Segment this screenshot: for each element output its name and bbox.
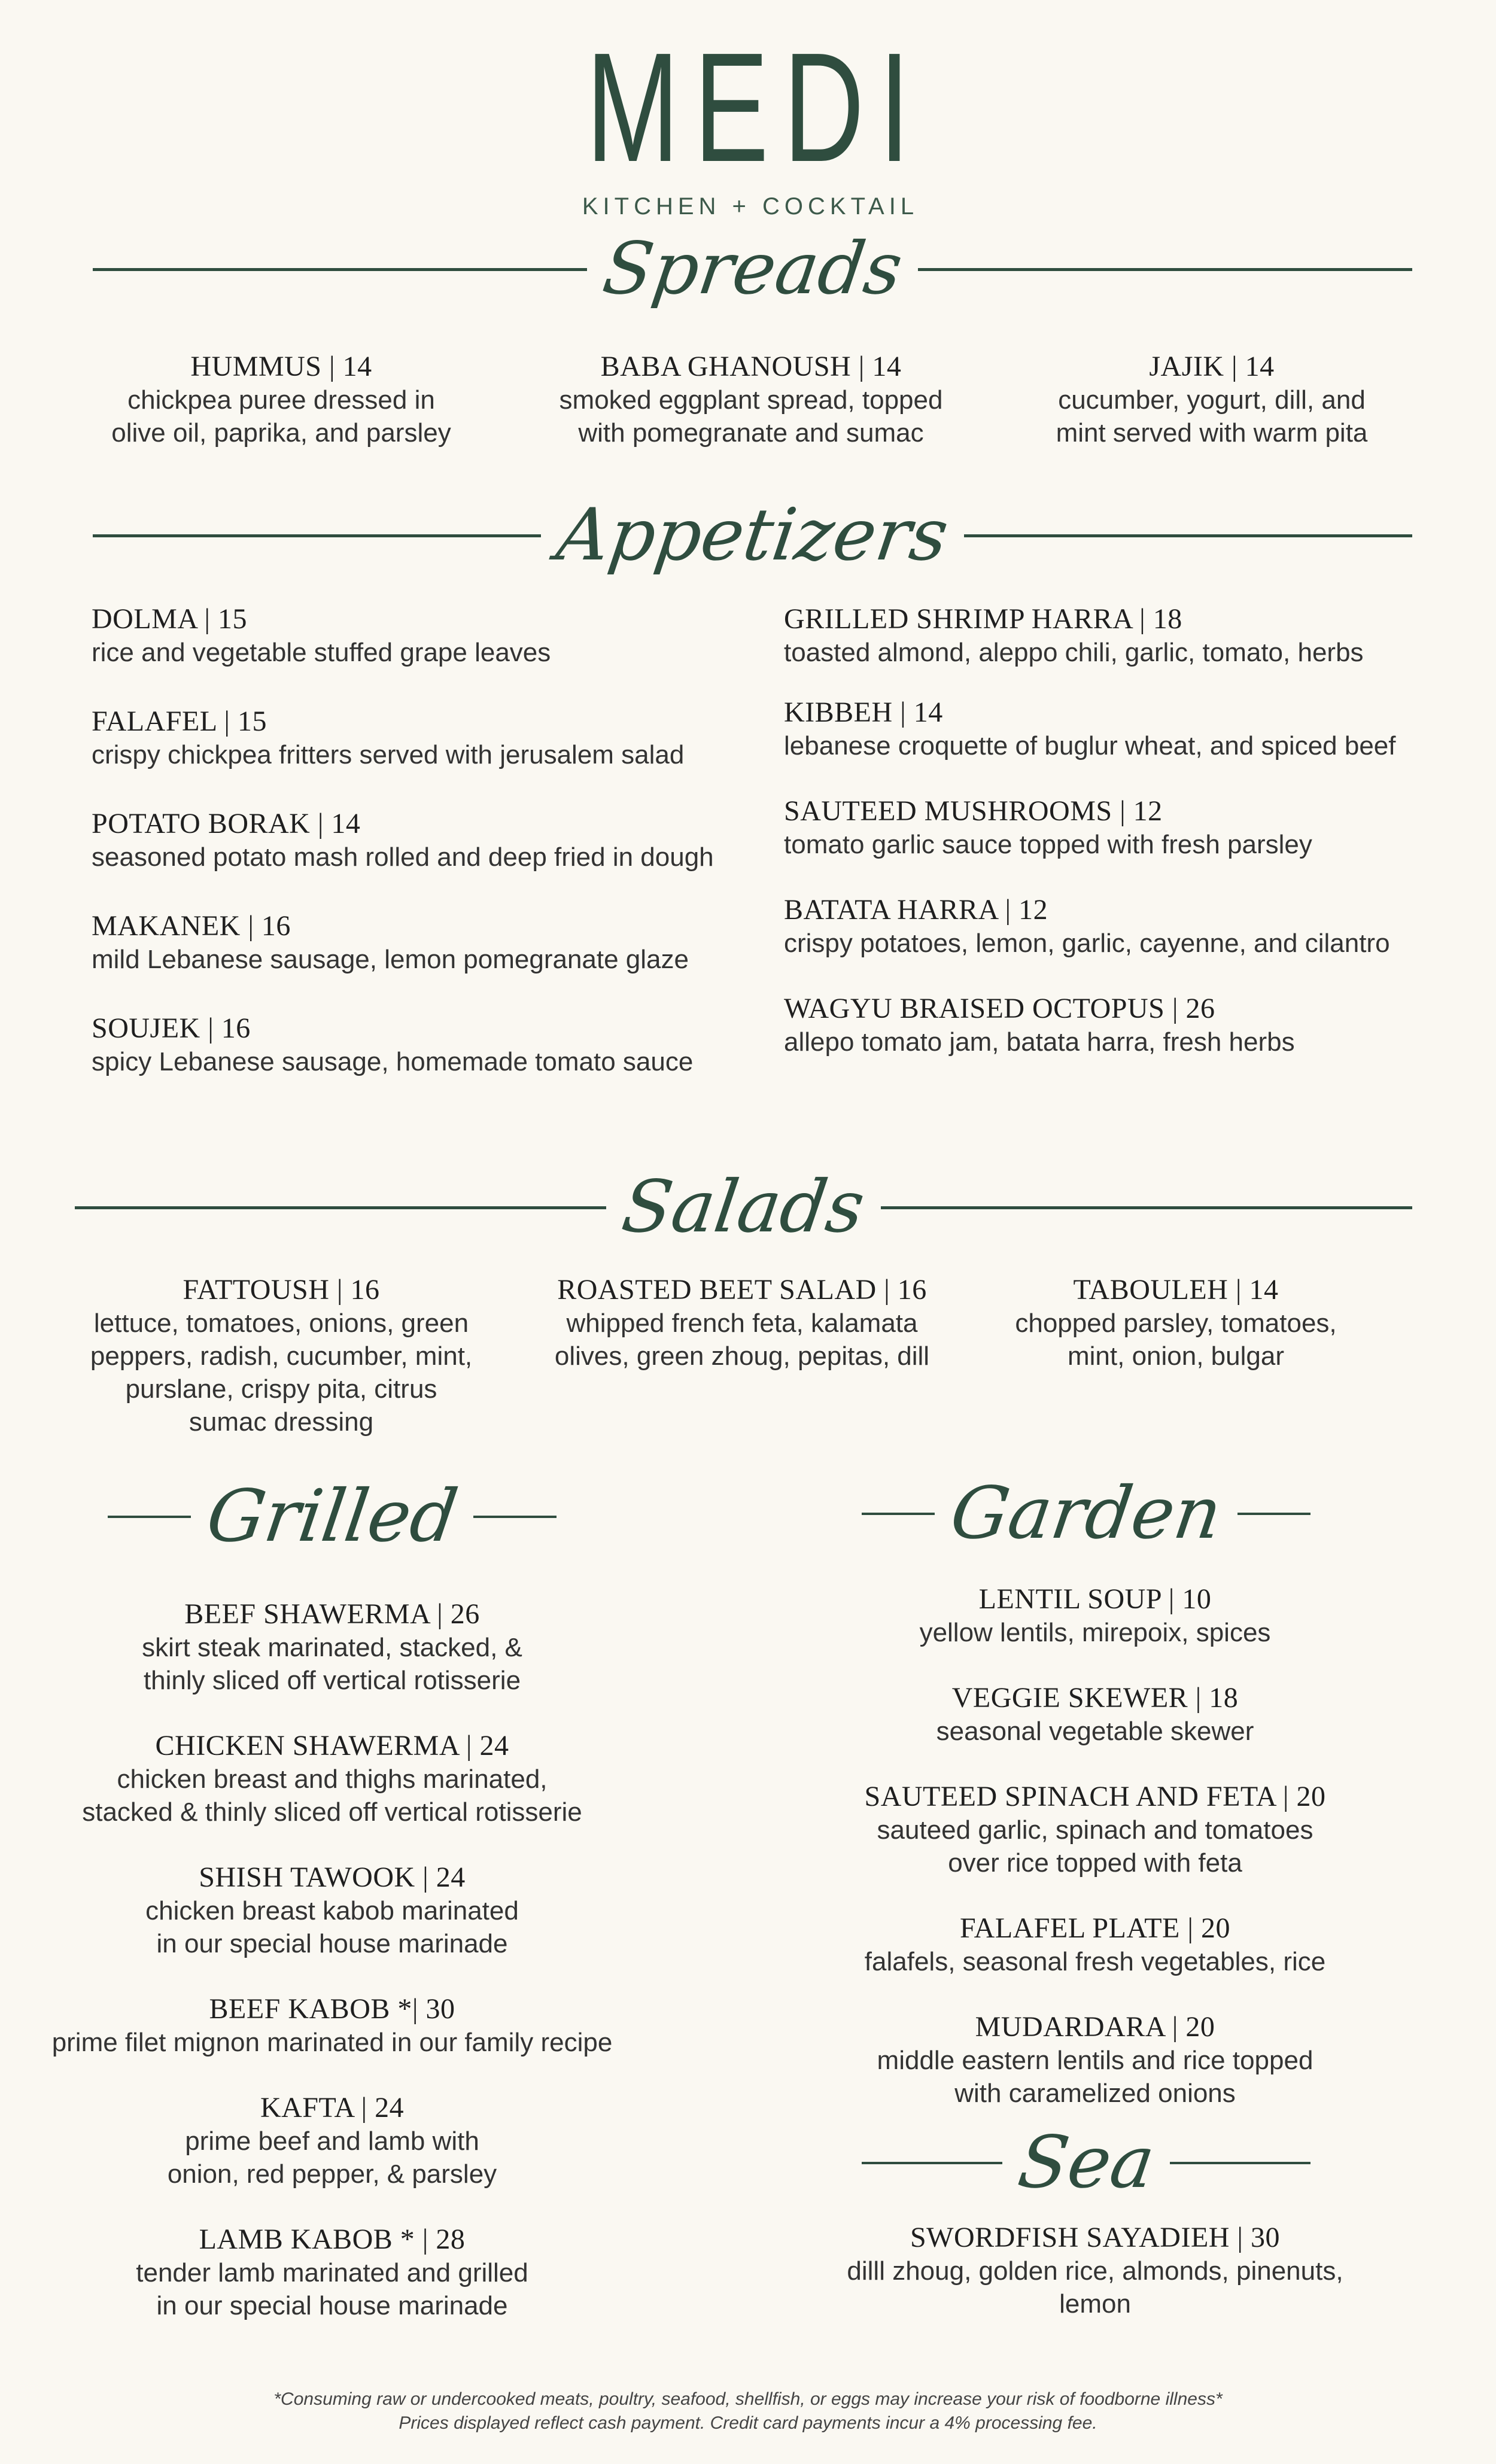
item-name: LAMB KABOB * | 28 bbox=[199, 2223, 466, 2255]
heading-rule-right bbox=[918, 268, 1412, 271]
item-desc: skirt steak marinated, stacked, & thinly sliced off vertical rotisserie bbox=[142, 1633, 522, 1695]
restaurant-logo bbox=[0, 21, 1496, 220]
spreads-title: Spreads bbox=[598, 227, 908, 311]
salads-title: Salads bbox=[617, 1166, 870, 1249]
item-desc: chicken breast and thighs marinated, stacked & thinly sliced off vertical rotisserie bbox=[82, 1765, 582, 1827]
item-name: KIBBEH | 14 bbox=[784, 696, 943, 728]
grilled-item-beef-shawerma bbox=[24, 1598, 640, 1697]
footer-line-1: *Consuming raw or undercooked meats, poultry, seafood, shellfish, or eggs may increase your risk of foodborne illness* bbox=[273, 2389, 1223, 2409]
item-desc: whipped french feta, kalamata olives, green zhoug, pepitas, dill bbox=[554, 1309, 930, 1371]
item-desc: rice and vegetable stuffed grape leaves bbox=[92, 638, 551, 667]
heading-rule-left bbox=[93, 534, 541, 537]
item-desc: chickpea puree dressed in olive oil, paprika, and parsley bbox=[111, 385, 451, 448]
salads-heading bbox=[75, 1166, 1412, 1249]
footer-disclaimer bbox=[0, 2387, 1496, 2435]
sea-title: Sea bbox=[1012, 2121, 1160, 2204]
item-name: BABA GHANOUSH | 14 bbox=[600, 351, 902, 382]
spread-item-jajik bbox=[987, 350, 1436, 449]
item-desc: tomato garlic sauce topped with fresh parsley bbox=[784, 830, 1312, 859]
grilled-item-chicken-shawerma bbox=[24, 1729, 640, 1829]
appetizer-item-batata-harra bbox=[784, 893, 1472, 960]
appetizer-item-sauteed-mushrooms bbox=[784, 795, 1472, 861]
item-name: DOLMA | 15 bbox=[92, 603, 247, 635]
grilled-heading bbox=[108, 1475, 557, 1559]
item-name: HUMMUS | 14 bbox=[190, 351, 372, 382]
appetizer-item-dolma bbox=[92, 603, 780, 669]
item-desc: allepo tomato jam, batata harra, fresh herbs bbox=[784, 1027, 1295, 1057]
footer-line-2: Prices displayed reflect cash payment. Credit card payments incur a 4% processing fee. bbox=[399, 2413, 1097, 2433]
item-name: FATTOUSH | 16 bbox=[183, 1274, 380, 1306]
garden-item-lentil-soup bbox=[796, 1583, 1394, 1649]
appetizer-item-soujek bbox=[92, 1012, 780, 1078]
item-desc: chopped parsley, tomatoes, mint, onion, bulgar bbox=[1015, 1309, 1337, 1371]
item-desc: prime beef and lamb with onion, red pepper, & parsley bbox=[167, 2127, 497, 2189]
item-desc: cucumber, yogurt, dill, and mint served with warm pita bbox=[1056, 385, 1368, 448]
appetizer-item-kibbeh bbox=[784, 696, 1472, 762]
heading-rule-left bbox=[862, 1513, 935, 1515]
item-name: SWORDFISH SAYADIEH | 30 bbox=[910, 2222, 1281, 2253]
item-desc: spicy Lebanese sausage, homemade tomato sauce bbox=[92, 1047, 694, 1076]
heading-rule-right bbox=[964, 534, 1412, 537]
appetizer-item-potato-borak bbox=[92, 807, 780, 874]
item-name: SAUTEED MUSHROOMS | 12 bbox=[784, 795, 1163, 827]
appetizer-item-makanek bbox=[92, 909, 780, 976]
salad-item-tabouleh bbox=[951, 1273, 1400, 1373]
item-name: SHISH TAWOOK | 24 bbox=[199, 1861, 466, 1893]
item-name: FALAFEL | 15 bbox=[92, 705, 267, 737]
item-name: BEEF SHAWERMA | 26 bbox=[184, 1598, 480, 1630]
item-name: TABOULEH | 14 bbox=[1073, 1274, 1279, 1306]
item-desc: prime filet mignon marinated in our family recipe bbox=[51, 2028, 613, 2057]
item-desc: mild Lebanese sausage, lemon pomegranate glaze bbox=[92, 945, 689, 974]
logo-title: MEDI bbox=[586, 21, 925, 194]
item-desc: middle eastern lentils and rice topped with caramelized onions bbox=[877, 2046, 1313, 2108]
garden-heading bbox=[862, 1472, 1310, 1556]
item-name: GRILLED SHRIMP HARRA | 18 bbox=[784, 603, 1182, 635]
appetizers-title: Appetizers bbox=[552, 494, 953, 577]
item-name: VEGGIE SKEWER | 18 bbox=[951, 1682, 1239, 1714]
item-desc: crispy potatoes, lemon, garlic, cayenne, and cilantro bbox=[784, 929, 1390, 958]
item-desc: dilll zhoug, golden rice, almonds, pinenuts, lemon bbox=[847, 2256, 1343, 2319]
item-desc: yellow lentils, mirepoix, spices bbox=[919, 1618, 1271, 1647]
grilled-item-beef-kabob bbox=[24, 1993, 640, 2059]
item-desc: lettuce, tomatoes, onions, green peppers, radish, cucumber, mint, purslane, crispy pita, citrus sumac dressing bbox=[90, 1309, 473, 1437]
item-name: BEEF KABOB *| 30 bbox=[209, 1993, 455, 2025]
item-desc: seasonal vegetable skewer bbox=[936, 1717, 1254, 1746]
item-desc: tender lamb marinated and grilled in our special house marinade bbox=[136, 2258, 528, 2320]
item-desc: toasted almond, aleppo chili, garlic, tomato, herbs bbox=[784, 638, 1364, 667]
item-name: MUDARDARA | 20 bbox=[975, 2011, 1215, 2043]
item-desc: lebanese croquette of buglur wheat, and spiced beef bbox=[784, 731, 1396, 761]
sea-item-swordfish-sayadieh bbox=[796, 2221, 1394, 2320]
salad-item-roasted-beet-salad bbox=[515, 1273, 969, 1373]
spread-item-hummus bbox=[54, 350, 509, 449]
item-desc: falafels, seasonal fresh vegetables, rice bbox=[864, 1947, 1326, 1976]
item-name: FALAFEL PLATE | 20 bbox=[960, 1912, 1230, 1944]
heading-rule-right bbox=[1170, 2162, 1310, 2164]
logo-subtitle: KITCHEN + COCKTAIL bbox=[582, 193, 919, 220]
item-name: BATATA HARRA | 12 bbox=[784, 894, 1048, 926]
item-name: LENTIL SOUP | 10 bbox=[978, 1583, 1212, 1615]
heading-rule-left bbox=[862, 2162, 1002, 2164]
item-name: WAGYU BRAISED OCTOPUS | 26 bbox=[784, 993, 1215, 1024]
garden-item-mudardara bbox=[796, 2010, 1394, 2110]
grilled-item-shish-tawook bbox=[24, 1861, 640, 1960]
item-desc: chicken breast kabob marinated in our special house marinade bbox=[145, 1896, 519, 1958]
heading-rule-right bbox=[473, 1516, 557, 1518]
appetizer-item-grilled-shrimp-harra bbox=[784, 603, 1472, 669]
salad-item-fattoush bbox=[54, 1273, 509, 1438]
heading-rule-left bbox=[93, 268, 587, 271]
item-name: CHICKEN SHAWERMA | 24 bbox=[155, 1730, 509, 1762]
item-desc: smoked eggplant spread, topped with pomegranate and sumac bbox=[559, 385, 943, 448]
garden-item-veggie-skewer bbox=[796, 1681, 1394, 1748]
heading-rule-right bbox=[881, 1206, 1412, 1209]
item-name: SOUJEK | 16 bbox=[92, 1012, 251, 1044]
item-name: ROASTED BEET SALAD | 16 bbox=[557, 1274, 927, 1306]
garden-title: Garden bbox=[945, 1472, 1227, 1555]
heading-rule-left bbox=[108, 1516, 191, 1518]
grilled-item-lamb-kabob bbox=[24, 2223, 640, 2322]
grilled-title: Grilled bbox=[202, 1475, 463, 1558]
item-name: KAFTA | 24 bbox=[260, 2092, 405, 2124]
item-desc: sauteed garlic, spinach and tomatoes over rice topped with feta bbox=[877, 1815, 1313, 1878]
item-name: JAJIK | 14 bbox=[1149, 351, 1275, 382]
item-name: POTATO BORAK | 14 bbox=[92, 808, 361, 839]
sea-heading bbox=[862, 2121, 1310, 2205]
item-name: SAUTEED SPINACH AND FETA | 20 bbox=[864, 1781, 1326, 1812]
item-desc: seasoned potato mash rolled and deep fried in dough bbox=[92, 842, 714, 872]
garden-item-sauteed-spinach-feta bbox=[796, 1780, 1394, 1879]
garden-item-falafel-plate bbox=[796, 1912, 1394, 1978]
item-name: MAKANEK | 16 bbox=[92, 910, 291, 942]
spread-item-baba-ghanoush bbox=[515, 350, 987, 449]
appetizer-item-wagyu-braised-octopus bbox=[784, 992, 1472, 1058]
heading-rule-right bbox=[1237, 1513, 1310, 1515]
appetizer-item-falafel bbox=[92, 705, 780, 771]
item-desc: crispy chickpea fritters served with jerusalem salad bbox=[92, 740, 685, 769]
grilled-item-kafta bbox=[24, 2091, 640, 2191]
heading-rule-left bbox=[75, 1206, 606, 1209]
appetizers-heading bbox=[93, 494, 1412, 577]
spreads-heading bbox=[93, 227, 1412, 311]
